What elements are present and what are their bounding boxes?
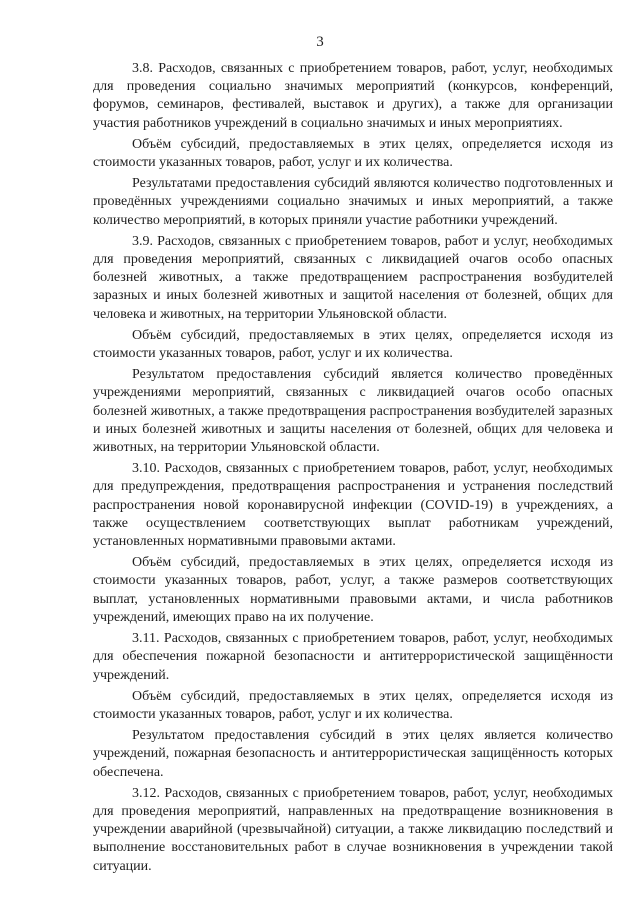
paragraph-3-9: 3.9. Расходов, связанных с приобретением товаров, работ и услуг, необходимых для проведения мероприятий, связанных с ликвидацией очагов особо опасных болезней животных, а также предотвращением распространения возбудителей заразных и иных болезней животных и защитой населения от болезней, общих для человека и животных, на территории Ульяновской области.: [93, 233, 613, 322]
paragraph-3-9-result: Результатом предоставления субсидий является количество проведённых учреждениями мероприятий, связанных с ликвидацией очагов особо опасных болезней животных, а также предотвращения распространения возбудителей заразных и иных болезней животных и защиты населения от болезней, общих для человека и животных, на территории Ульяновской области.: [93, 367, 613, 456]
paragraph-3-11-volume: Объём субсидий, предоставляемых в этих целях, определяется исходя из стоимости указанных товаров, работ, услуг и их количества.: [93, 688, 613, 722]
paragraph-3-10: 3.10. Расходов, связанных с приобретением товаров, работ, услуг, необходимых для предупреждения, предотвращения распространения и устранения последствий распространения новой коронавирусной инфекции (COVID-19) в учреждениях, а также осуществлением соответствующих выплат работникам учреждений, установленных нормативными правовыми актами.: [93, 461, 613, 550]
paragraph-3-8-results: Результатами предоставления субсидий являются количество подготовленных и проведённых учреждениями социально значимых и иных мероприятий, а также количество мероприятий, в которых приняли участие работники учреждений.: [93, 176, 613, 228]
paragraph-3-10-volume: Объём субсидий, предоставляемых в этих целях, определяется исходя из стоимости указанных товаров, работ, услуг, а также размеров соответствующих выплат, установленных нормативными правовыми актами, и числа работников учреждений, имеющих право на их получение.: [93, 555, 613, 625]
document-body: [93, 60, 613, 879]
paragraph-3-12: 3.12. Расходов, связанных с приобретением товаров, работ, услуг, необходимых для проведения мероприятий, направленных на предотвращение возникновения в учреждении аварийной (чрезвычайной) ситуации, а также ликвидацию последствий и выполнение восстановительных работ в случае возникновения в учреждении такой ситуации.: [93, 785, 613, 874]
paragraph-3-8: 3.8. Расходов, связанных с приобретением товаров, работ, услуг, необходимых для проведения социально значимых мероприятий (конкурсов, конференций, форумов, семинаров, фестивалей, выставок и других), а также для организации участия работников учреждений в социально значимых и иных мероприятиях.: [93, 61, 613, 131]
page-number: 3: [316, 34, 324, 50]
paragraph-3-9-volume: Объём субсидий, предоставляемых в этих целях, определяется исходя из стоимости указанных товаров, работ, услуг и их количества.: [93, 327, 613, 362]
paragraph-3-8-volume: Объём субсидий, предоставляемых в этих целях, определяется исходя из стоимости указанных товаров, работ, услуг и их количества.: [93, 136, 613, 171]
paragraph-3-11: 3.11. Расходов, связанных с приобретением товаров, работ, услуг, необходимых для обеспечения пожарной безопасности и антитеррористической защищённости учреждений.: [93, 631, 613, 683]
paragraph-3-11-result: Результатом предоставления субсидий в этих целях является количество учреждений, пожарная безопасность и антитеррористическая защищённость которых обеспечена.: [93, 728, 613, 780]
